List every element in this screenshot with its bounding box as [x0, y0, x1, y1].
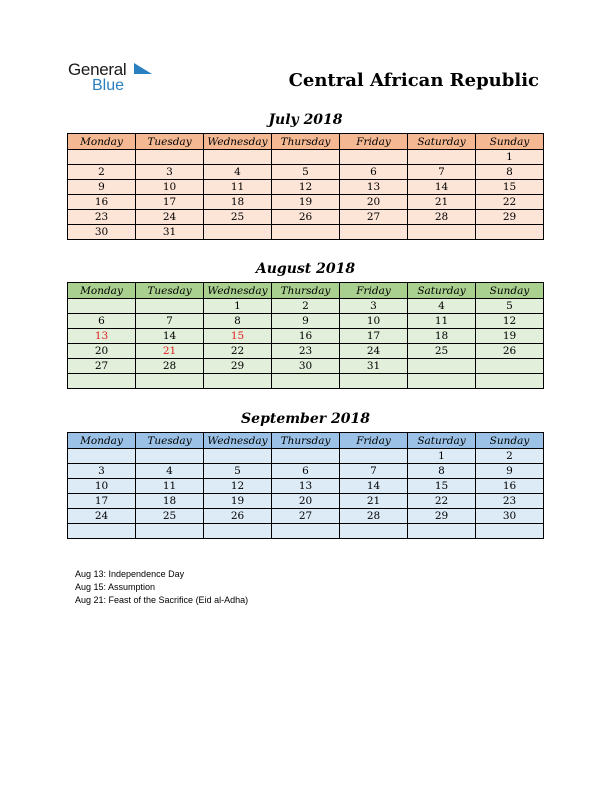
empty-day-cell — [136, 524, 204, 539]
day-cell: 28 — [340, 509, 408, 524]
day-cell: 31 — [340, 359, 408, 374]
day-cell: 25 — [408, 344, 476, 359]
day-cell: 19 — [204, 494, 272, 509]
day-cell: 5 — [476, 299, 544, 314]
weekday-header-monday: Monday — [68, 134, 136, 150]
day-cell: 27 — [68, 359, 136, 374]
day-cell: 29 — [204, 359, 272, 374]
empty-day-cell — [476, 524, 544, 539]
weekday-header-friday: Friday — [340, 134, 408, 150]
day-cell: 23 — [476, 494, 544, 509]
day-cell: 7 — [136, 314, 204, 329]
empty-day-cell — [272, 225, 340, 240]
day-cell: 6 — [340, 165, 408, 180]
logo-general-text: General — [68, 60, 127, 79]
country-title: Central African Republic — [288, 70, 539, 91]
day-cell: 19 — [476, 329, 544, 344]
weekday-header-sunday: Sunday — [476, 433, 544, 449]
week-row — [68, 374, 544, 389]
empty-day-cell — [272, 449, 340, 464]
day-cell: 20 — [272, 494, 340, 509]
day-cell: 29 — [476, 210, 544, 225]
day-cell: 3 — [68, 464, 136, 479]
day-cell: 16 — [68, 195, 136, 210]
day-cell: 25 — [136, 509, 204, 524]
day-cell: 26 — [272, 210, 340, 225]
day-cell: 17 — [136, 195, 204, 210]
calendar-august — [67, 282, 544, 389]
day-cell: 8 — [204, 314, 272, 329]
week-row — [68, 524, 544, 539]
day-cell: 23 — [272, 344, 340, 359]
day-cell: 7 — [408, 165, 476, 180]
week-row — [68, 299, 544, 314]
day-cell: 14 — [408, 180, 476, 195]
day-cell: 16 — [476, 479, 544, 494]
day-cell: 21 — [136, 344, 204, 359]
day-cell: 15 — [204, 329, 272, 344]
calendar-july — [67, 133, 544, 240]
holiday-notes — [75, 568, 248, 607]
day-cell: 5 — [272, 165, 340, 180]
logo-blue-text: Blue — [92, 77, 125, 94]
day-cell: 15 — [408, 479, 476, 494]
week-row — [68, 344, 544, 359]
empty-day-cell — [408, 374, 476, 389]
empty-day-cell — [272, 524, 340, 539]
day-cell: 21 — [408, 195, 476, 210]
empty-day-cell — [340, 374, 408, 389]
empty-day-cell — [68, 524, 136, 539]
day-cell: 17 — [340, 329, 408, 344]
week-row — [68, 464, 544, 479]
week-row — [68, 329, 544, 344]
calendar-body — [68, 449, 544, 539]
day-cell: 30 — [476, 509, 544, 524]
day-cell: 24 — [340, 344, 408, 359]
week-row — [68, 210, 544, 225]
day-cell: 24 — [68, 509, 136, 524]
empty-day-cell — [136, 299, 204, 314]
day-cell: 14 — [136, 329, 204, 344]
day-cell: 10 — [340, 314, 408, 329]
weekday-header-monday: Monday — [68, 283, 136, 299]
weekday-header-sunday: Sunday — [476, 283, 544, 299]
day-cell: 27 — [272, 509, 340, 524]
holiday-note: Aug 13: Independence Day — [75, 569, 185, 579]
empty-day-cell — [204, 225, 272, 240]
day-cell: 4 — [408, 299, 476, 314]
day-cell: 26 — [476, 344, 544, 359]
day-cell: 11 — [408, 314, 476, 329]
week-row — [68, 359, 544, 374]
weekday-header-tuesday: Tuesday — [136, 433, 204, 449]
day-cell: 28 — [136, 359, 204, 374]
day-cell: 6 — [68, 314, 136, 329]
day-cell: 12 — [272, 180, 340, 195]
weekday-header-row — [68, 283, 544, 299]
day-cell: 22 — [408, 494, 476, 509]
week-row — [68, 494, 544, 509]
day-cell: 24 — [136, 210, 204, 225]
day-cell: 11 — [204, 180, 272, 195]
week-row — [68, 449, 544, 464]
day-cell: 13 — [272, 479, 340, 494]
weekday-header-row — [68, 433, 544, 449]
day-cell: 11 — [136, 479, 204, 494]
empty-day-cell — [272, 150, 340, 165]
empty-day-cell — [68, 299, 136, 314]
week-row — [68, 509, 544, 524]
weekday-header-thursday: Thursday — [272, 433, 340, 449]
weekday-header-tuesday: Tuesday — [136, 283, 204, 299]
week-row — [68, 479, 544, 494]
week-row — [68, 225, 544, 240]
day-cell: 20 — [340, 195, 408, 210]
empty-day-cell — [340, 449, 408, 464]
day-cell: 23 — [68, 210, 136, 225]
week-row — [68, 150, 544, 165]
holiday-note: Aug 15: Assumption — [75, 582, 156, 592]
weekday-header-saturday: Saturday — [408, 433, 476, 449]
day-cell: 18 — [136, 494, 204, 509]
day-cell: 13 — [340, 180, 408, 195]
empty-day-cell — [408, 359, 476, 374]
day-cell: 16 — [272, 329, 340, 344]
weekday-header-thursday: Thursday — [272, 283, 340, 299]
day-cell: 14 — [340, 479, 408, 494]
generalblue-logo — [68, 60, 168, 96]
day-cell: 1 — [204, 299, 272, 314]
empty-day-cell — [476, 225, 544, 240]
weekday-header-sunday: Sunday — [476, 134, 544, 150]
day-cell: 1 — [476, 150, 544, 165]
day-cell: 1 — [408, 449, 476, 464]
weekday-header-monday: Monday — [68, 433, 136, 449]
empty-day-cell — [204, 150, 272, 165]
day-cell: 3 — [340, 299, 408, 314]
week-row — [68, 195, 544, 210]
weekday-header-wednesday: Wednesday — [204, 134, 272, 150]
day-cell: 28 — [408, 210, 476, 225]
week-row — [68, 165, 544, 180]
day-cell: 2 — [68, 165, 136, 180]
day-cell: 18 — [408, 329, 476, 344]
day-cell: 20 — [68, 344, 136, 359]
empty-day-cell — [68, 449, 136, 464]
empty-day-cell — [136, 150, 204, 165]
empty-day-cell — [408, 150, 476, 165]
calendar-body — [68, 299, 544, 389]
day-cell: 19 — [272, 195, 340, 210]
day-cell: 10 — [68, 479, 136, 494]
day-cell: 9 — [272, 314, 340, 329]
day-cell: 30 — [68, 225, 136, 240]
day-cell: 22 — [476, 195, 544, 210]
day-cell: 25 — [204, 210, 272, 225]
day-cell: 9 — [476, 464, 544, 479]
week-row — [68, 180, 544, 195]
day-cell: 8 — [408, 464, 476, 479]
empty-day-cell — [340, 225, 408, 240]
month-title-july: July 2018 — [268, 112, 343, 128]
day-cell: 22 — [204, 344, 272, 359]
day-cell: 21 — [340, 494, 408, 509]
day-cell: 4 — [204, 165, 272, 180]
day-cell: 7 — [340, 464, 408, 479]
week-row — [68, 314, 544, 329]
day-cell: 12 — [204, 479, 272, 494]
empty-day-cell — [476, 374, 544, 389]
empty-day-cell — [68, 150, 136, 165]
day-cell: 5 — [204, 464, 272, 479]
weekday-header-friday: Friday — [340, 433, 408, 449]
day-cell: 3 — [136, 165, 204, 180]
month-title-september: September 2018 — [241, 411, 370, 427]
empty-day-cell — [408, 524, 476, 539]
empty-day-cell — [272, 374, 340, 389]
calendar-body — [68, 150, 544, 240]
day-cell: 2 — [476, 449, 544, 464]
day-cell: 26 — [204, 509, 272, 524]
weekday-header-wednesday: Wednesday — [204, 433, 272, 449]
weekday-header-saturday: Saturday — [408, 134, 476, 150]
day-cell: 10 — [136, 180, 204, 195]
empty-day-cell — [204, 374, 272, 389]
day-cell: 31 — [136, 225, 204, 240]
empty-day-cell — [408, 225, 476, 240]
empty-day-cell — [476, 359, 544, 374]
day-cell: 13 — [68, 329, 136, 344]
empty-day-cell — [68, 374, 136, 389]
weekday-header-tuesday: Tuesday — [136, 134, 204, 150]
empty-day-cell — [204, 524, 272, 539]
day-cell: 12 — [476, 314, 544, 329]
day-cell: 4 — [136, 464, 204, 479]
day-cell: 18 — [204, 195, 272, 210]
day-cell: 17 — [68, 494, 136, 509]
weekday-header-thursday: Thursday — [272, 134, 340, 150]
weekday-header-wednesday: Wednesday — [204, 283, 272, 299]
day-cell: 8 — [476, 165, 544, 180]
holiday-note: Aug 21: Feast of the Sacrifice (Eid al-Adha) — [75, 595, 249, 605]
logo-flag-icon — [134, 63, 152, 77]
day-cell: 15 — [476, 180, 544, 195]
weekday-header-row — [68, 134, 544, 150]
empty-day-cell — [204, 449, 272, 464]
day-cell: 27 — [340, 210, 408, 225]
weekday-header-friday: Friday — [340, 283, 408, 299]
day-cell: 29 — [408, 509, 476, 524]
day-cell: 2 — [272, 299, 340, 314]
day-cell: 30 — [272, 359, 340, 374]
weekday-header-saturday: Saturday — [408, 283, 476, 299]
empty-day-cell — [136, 374, 204, 389]
empty-day-cell — [340, 524, 408, 539]
empty-day-cell — [136, 449, 204, 464]
month-title-august: August 2018 — [255, 261, 356, 277]
day-cell: 6 — [272, 464, 340, 479]
calendar-september — [67, 432, 544, 539]
empty-day-cell — [340, 150, 408, 165]
day-cell: 9 — [68, 180, 136, 195]
